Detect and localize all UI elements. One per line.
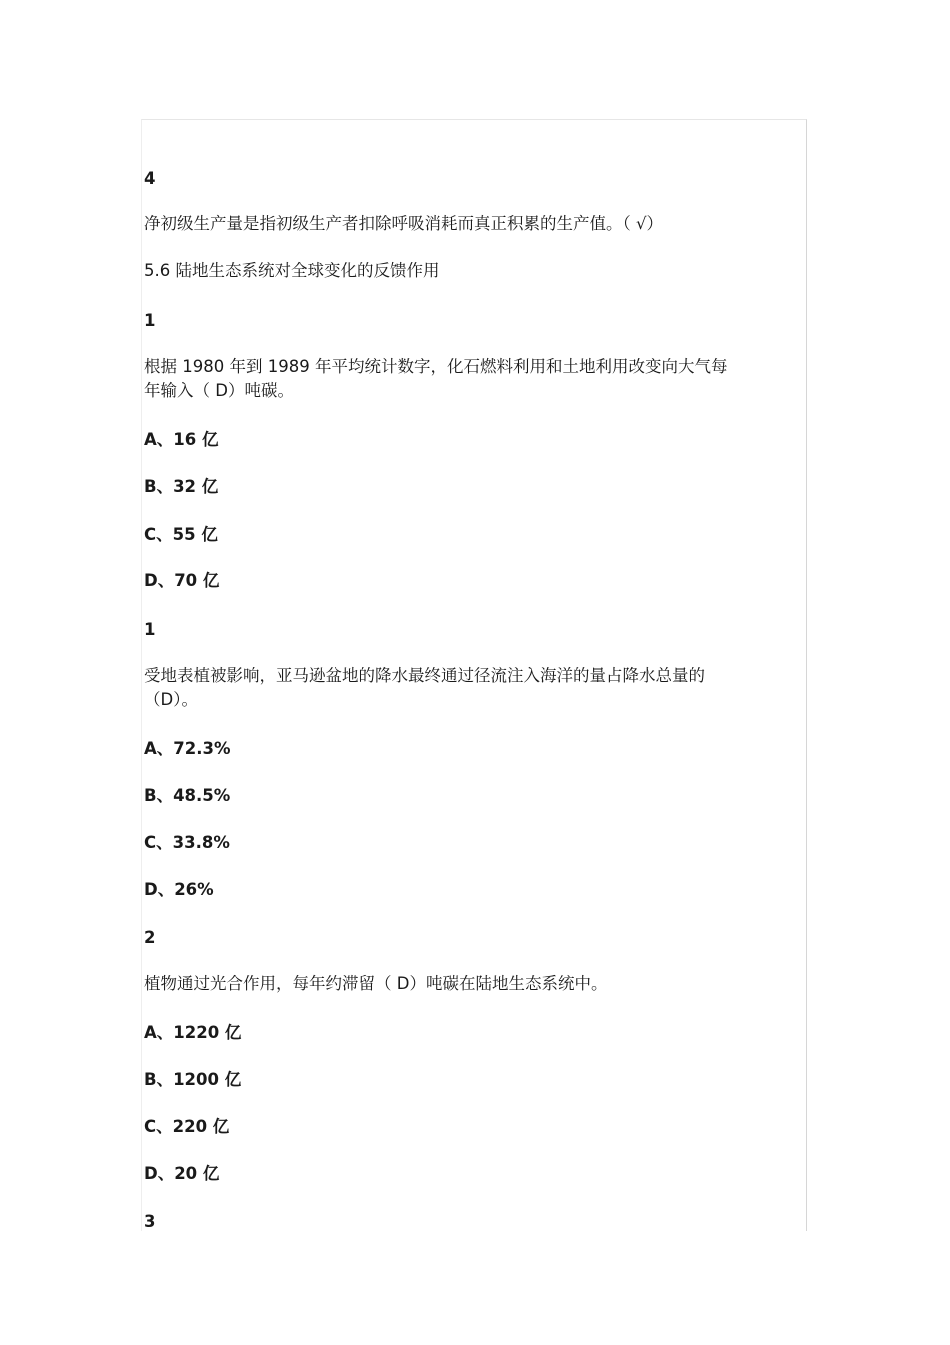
question-number: 4 bbox=[144, 169, 156, 188]
question-text-line: （D）。 bbox=[144, 690, 198, 709]
option-d: D、70 亿 bbox=[144, 571, 220, 590]
question-text-line: 年输入（ D）吨碳。 bbox=[144, 381, 294, 400]
option-c: C、33.8% bbox=[144, 833, 230, 852]
question-text: 植物通过光合作用，每年约滞留（ D）吨碳在陆地生态系统中。 bbox=[144, 974, 608, 993]
question-number: 1 bbox=[144, 311, 156, 330]
question-number: 2 bbox=[144, 928, 156, 947]
question-number: 1 bbox=[144, 620, 156, 639]
question-text: 净初级生产量是指初级生产者扣除呼吸消耗而真正积累的生产值。（ √） bbox=[144, 214, 664, 233]
option-b: B、48.5% bbox=[144, 786, 231, 805]
option-a: A、72.3% bbox=[144, 739, 231, 758]
option-b: B、1200 亿 bbox=[144, 1070, 242, 1089]
option-a: A、1220 亿 bbox=[144, 1023, 242, 1042]
question-text-line: 受地表植被影响，亚马逊盆地的降水最终通过径流注入海洋的量占降水总量的 bbox=[144, 666, 705, 685]
option-a: A、16 亿 bbox=[144, 430, 219, 449]
option-c: C、220 亿 bbox=[144, 1117, 230, 1136]
question-text-line: 根据 1980 年到 1989 年平均统计数字，化石燃料利用和土地利用改变向大气每 bbox=[144, 357, 728, 376]
section-title: 5.6 陆地生态系统对全球变化的反馈作用 bbox=[144, 261, 440, 280]
option-d: D、26% bbox=[144, 880, 214, 899]
question-number: 3 bbox=[144, 1212, 156, 1231]
option-d: D、20 亿 bbox=[144, 1164, 220, 1183]
option-b: B、32 亿 bbox=[144, 477, 219, 496]
option-c: C、55 亿 bbox=[144, 525, 218, 544]
